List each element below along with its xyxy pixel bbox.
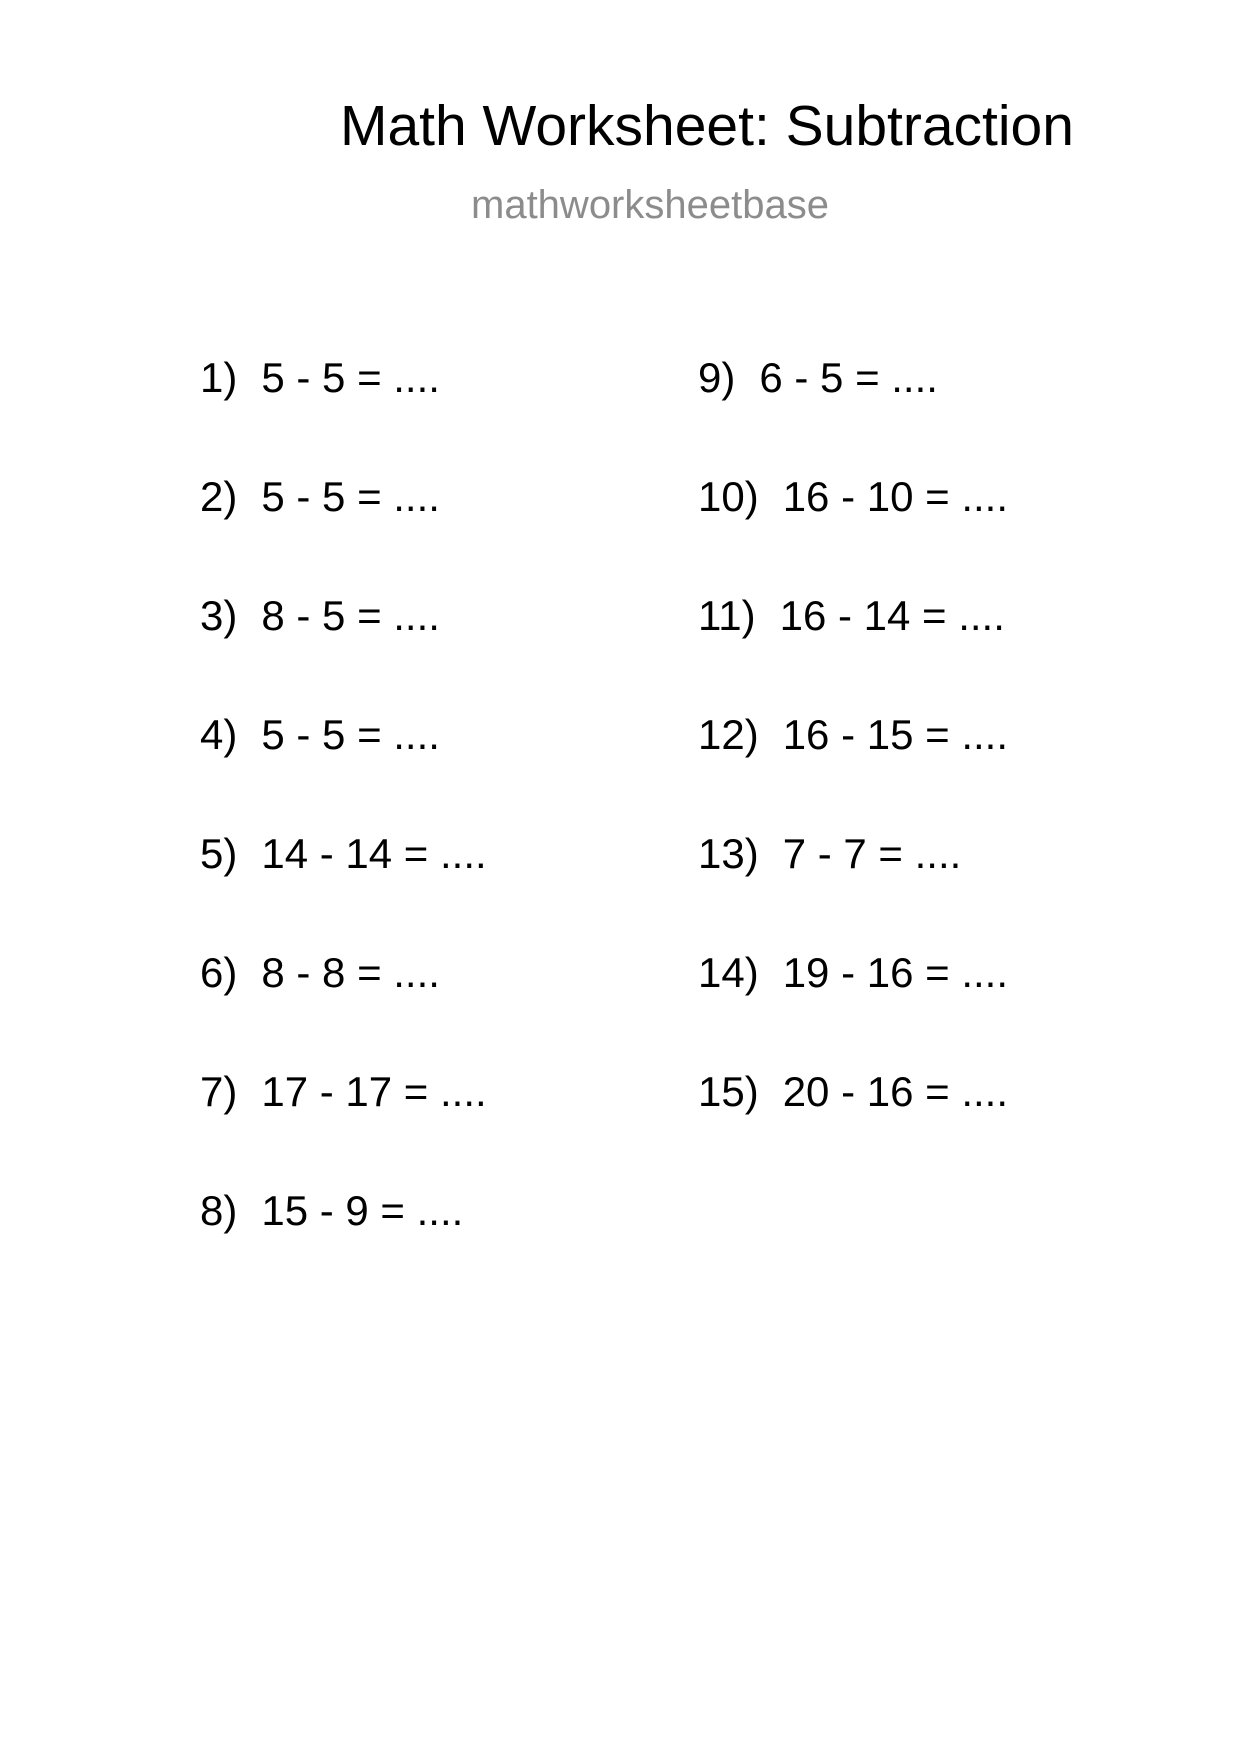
problem-number: 6): [200, 949, 238, 996]
problem-number: 3): [200, 592, 238, 639]
problem-number: 8): [200, 1187, 238, 1234]
problem-expression: 15 - 9 = ....: [261, 1187, 464, 1234]
problem-number: 13): [698, 830, 759, 877]
problem-item: [200, 473, 440, 520]
problem-expression: 16 - 10 = ....: [782, 473, 1009, 520]
problem-item: [200, 592, 440, 639]
page-title: Math Worksheet: Subtraction: [340, 94, 1074, 158]
problem-item: [698, 949, 1009, 996]
problem-item: [698, 830, 962, 877]
problem-number: 2): [200, 473, 238, 520]
problem-expression: 17 - 17 = ....: [261, 1068, 487, 1115]
problem-expression: 16 - 14 = ....: [779, 592, 1005, 639]
problem-number: 14): [698, 949, 759, 996]
problem-item: [698, 711, 1009, 758]
problem-expression: 20 - 16 = ....: [782, 1068, 1009, 1115]
problem-expression: 19 - 16 = ....: [782, 949, 1009, 996]
problem-expression: 8 - 5 = ....: [261, 592, 440, 639]
problem-item: [200, 354, 440, 401]
problem-item: [200, 949, 440, 996]
problem-number: 10): [698, 473, 759, 520]
problem-item: [200, 830, 487, 877]
problem-item: [698, 1068, 1009, 1115]
problem-expression: 6 - 5 = ....: [759, 354, 938, 401]
problem-expression: 5 - 5 = ....: [261, 354, 440, 401]
problem-expression: 8 - 8 = ....: [261, 949, 440, 996]
problem-expression: 7 - 7 = ....: [782, 830, 962, 877]
problem-item: [698, 354, 938, 401]
problem-number: 4): [200, 711, 238, 758]
problem-item: [200, 711, 440, 758]
problem-number: 12): [698, 711, 759, 758]
problem-item: [200, 1187, 464, 1234]
problem-expression: 5 - 5 = ....: [261, 711, 440, 758]
problem-expression: 14 - 14 = ....: [261, 830, 487, 877]
problem-number: 9): [698, 354, 736, 401]
problem-number: 11): [698, 592, 756, 639]
problem-number: 5): [200, 830, 238, 877]
site-name: mathworksheetbase: [471, 183, 829, 227]
problem-item: [698, 592, 1005, 639]
problem-number: 1): [200, 354, 238, 401]
problem-item: [200, 1068, 487, 1115]
problem-number: 7): [200, 1068, 238, 1115]
problem-expression: 5 - 5 = ....: [261, 473, 440, 520]
problem-number: 15): [698, 1068, 759, 1115]
problem-item: [698, 473, 1009, 520]
problem-expression: 16 - 15 = ....: [782, 711, 1009, 758]
